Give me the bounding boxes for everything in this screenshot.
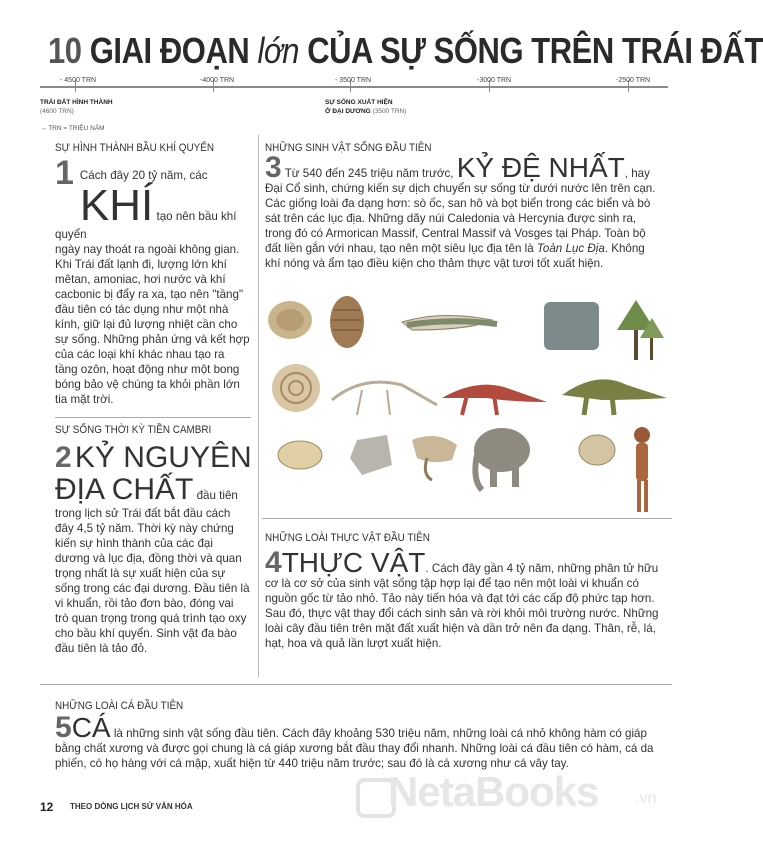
event-label-2: Ở ĐẠI DƯƠNG (325, 108, 371, 115)
fish-fossil-slab-icon (544, 302, 599, 350)
skull-fossil-icon (278, 441, 322, 469)
title-part1: GIAI ĐOẠN (89, 30, 250, 71)
title-number: 10 (48, 30, 82, 71)
section-4-body (265, 546, 665, 651)
fossil-illustrations (262, 290, 672, 518)
event-label: SỰ SỐNG XUẤT HIỆN (325, 99, 393, 106)
section-divider (40, 684, 672, 685)
section-3-body (265, 151, 660, 271)
dinosaur-skeleton-icon (332, 382, 437, 415)
rock-fossil-icon (350, 435, 392, 475)
timeline-tick-label: -4000 TRN (200, 77, 235, 84)
mammal-skull-icon (412, 436, 457, 480)
section-2-number: 2 (55, 441, 72, 474)
section-3-number: 3 (265, 151, 282, 184)
section-1-lead: Cách đây 20 tỷ năm, các (79, 169, 208, 182)
section-5-number: 5 (55, 711, 72, 744)
page-title (48, 30, 763, 72)
section-5-bigword: CÁ (71, 712, 111, 743)
section-1-heading: SỰ HÌNH THÀNH BẦU KHÍ QUYỂN (55, 142, 215, 154)
event-sub: (3500 TRN) (372, 108, 407, 115)
column-divider (258, 135, 259, 677)
timeline-tick-label: -3000 TRN (477, 77, 512, 84)
ammonite-fossil-icon (272, 364, 320, 412)
fern-tree-icon (617, 300, 664, 360)
section-1-text-first: tạo nên bầu khí quyển (55, 210, 237, 241)
section-5-body (55, 711, 667, 771)
page-number: 12 (40, 800, 54, 814)
section-1-bigword: KHÍ (79, 181, 154, 230)
section-2-bigword-2: ĐỊA CHẤT (55, 473, 194, 506)
section-2-text-first: đầu tiên (196, 489, 238, 502)
section-3-bigword: KỶ ĐỆ NHẤT (456, 152, 625, 183)
section-2-heading: SỰ SỐNG THỜI KỲ TIỀN CAMBRI (55, 424, 212, 436)
trilobite-fossil-icon (330, 296, 364, 348)
hominid-skull-icon (579, 435, 615, 465)
event-sub: (4600 TRN) (40, 108, 74, 115)
timeline-event-earth (40, 98, 113, 116)
section-2-bigword-1: KỶ NGUYÊN (74, 441, 252, 474)
event-label: TRÁI ĐẤT HÌNH THÀNH (40, 99, 113, 106)
watermark-suffix: .vn (635, 790, 657, 807)
section-divider (55, 417, 251, 418)
section-2-body (55, 442, 250, 656)
running-footer: THEO DÒNG LỊCH SỬ VĂN HÓA (70, 802, 193, 811)
timeline-tick-label: - 3500 TRN (335, 77, 372, 84)
section-1-body (55, 154, 250, 407)
section-4-number: 4 (265, 546, 282, 579)
section-5-heading: NHỮNG LOÀI CÁ ĐẦU TIÊN (55, 700, 184, 712)
section-divider (262, 518, 672, 519)
early-human-icon (634, 427, 650, 512)
section-3-italic: Toàn Lục Địa (536, 242, 605, 255)
timeline-tick-label: - 4500 TRN (60, 77, 97, 84)
stromatolite-fossil-icon (268, 301, 312, 339)
section-4-text: . Cách đây gần 4 tỷ năm, những phân tử hữu cơ là cơ sở của sinh vật sống tập hợp lại để tạo nên một loài vi khuẩn có nguồn gốc từ tảo nhỏ. Tảo này tiến hóa và đạt tới các cấp độ phức tạp hơn. Sau đó, thực vật thay đổi cách sinh sản và rời khỏi môi trường nước. Những loài cây đầu tiên trên mặt đất xuất hiện và dần trở nên đa dạng. Thân, rễ, lá, hạt, hoa và quả lần lượt xuất hiện. (265, 562, 659, 650)
dinosaur-icon (562, 379, 667, 415)
section-1-number: 1 (55, 154, 74, 192)
timeline-line (40, 86, 668, 88)
section-5-text: là những sinh vật sống đầu tiên. Cách đây khoảng 530 triệu năm, những loài cá nhỏ không hàm có giáp bằng chất xương và được gọi chung là cá giáp xương bắt đầu thay đổi nhanh. Những loài cá đầu tiên có hàm, cá da phiến, có họ hàng với cá mập, xuất hiện từ 440 triệu năm trước; sau đó là cá xương như cá vây tay. (55, 727, 654, 770)
mammoth-icon (474, 428, 530, 490)
section-3-text-end: . Không khí nóng và ẩm tạo điều kiện cho thảm thực vật tươi tốt xuất hiện. (265, 242, 645, 270)
section-2-text: trong lịch sử Trái đất bắt đầu cách đây 4,5 tỷ năm. Thời kỳ này chứng kiến sự hình thành của các đại dương và lục địa, đồng thời và quan trọng nhất là sự xuất hiện của sự sống trong các đại dương. Đầu tiên là vi khuẩn, rồi tảo đơn bào, đóng vai trò quan trọng trong quá trình tạo oxy cho bầu khí quyển. Sinh vật đa bào đầu tiên là tảo đỏ. (55, 507, 250, 655)
section-3-text: , hay Đại Cổ sinh, chứng kiến sự dịch chuyển sự sống từ dưới nước lên trên cạn. Các giống loài đa dạng hơn: sò ốc, san hô và bọt biển trong các biển và bò sát trên các lục địa. Những dãy núi Caledonia và Hercynia được sinh ra, trong đó có Armorican Massif, Central Massif và Vosges tại Pháp. Toàn bộ đất liền gắn với nhau, tạo nên một siêu lục địa tên là (265, 167, 656, 255)
title-italic: lớn (257, 30, 300, 71)
section-4-bigword: THỰC VẬT (281, 547, 426, 578)
timeline-tick-label: -2500 TRN (616, 77, 651, 84)
section-3-lead: Từ 540 đến 245 triệu năm trước, (284, 167, 454, 180)
section-3-heading: NHỮNG SINH VẬT SỐNG ĐẦU TIÊN (265, 142, 432, 154)
section-4-heading: NHỮNG LOÀI THỰC VẬT ĐẦU TIÊN (265, 532, 430, 544)
timeline-event-life (325, 98, 406, 116)
watermark: NetaBooks (388, 768, 599, 815)
section-1-text: ngày nay thoát ra ngoài không gian. Khi Trái đất lạnh đi, lượng lớn khí mêtan, amoniac, hơi nước và khí cacbonic bị đẩy ra xa, tạo nên "tầng" đầu tiên có tác dụng như một nhà kính, giữ lại đủ lượng nhiệt cần cho sự sống. Những phản ứng và kết hợp của các loại khí khác nhau tạo ra tầng ozôn, hoạt động như một bong bóng bảo vệ chúng ta khỏi phần lớn tia mặt trời. (55, 243, 250, 406)
dinosaur-muscle-icon (442, 385, 547, 415)
title-part2: CỦA SỰ SỐNG TRÊN TRÁI ĐẤT (307, 30, 763, 71)
timeline-legend: → TRN = TRIỆU NĂM (40, 125, 105, 132)
